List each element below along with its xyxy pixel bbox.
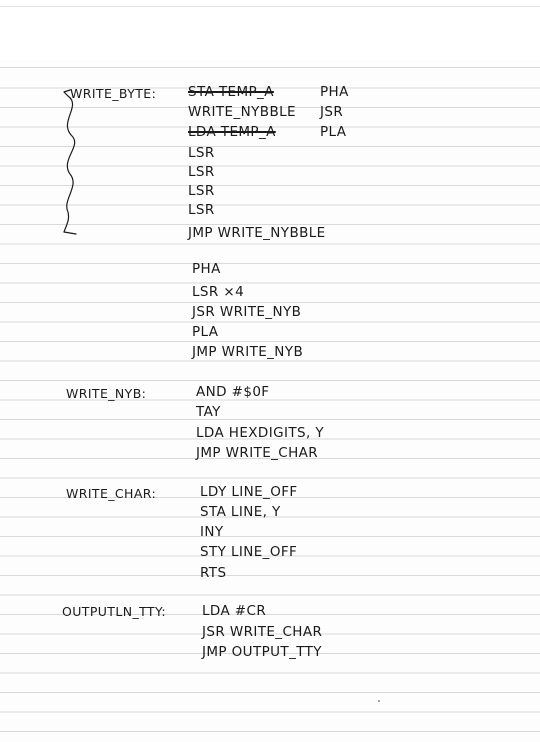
code-line: WRITE_NYBBLE bbox=[188, 104, 296, 120]
code-line: LDA HEXDIGITS, Y bbox=[196, 425, 324, 441]
label-write-char: WRITE_CHAR: bbox=[66, 486, 157, 501]
code-line: JMP WRITE_CHAR bbox=[196, 445, 319, 461]
code-line: JSR WRITE_CHAR bbox=[202, 624, 323, 640]
label-write-byte: WRITE_BYTE: bbox=[70, 86, 157, 101]
code-line-revised: JMP WRITE_NYB bbox=[192, 344, 304, 360]
margin-note: PHA bbox=[320, 84, 349, 100]
code-line: LSR bbox=[188, 145, 215, 161]
label-outputln-tty: OUTPUTLN_TTY: bbox=[62, 604, 166, 619]
margin-note: PLA bbox=[320, 124, 347, 140]
code-line: AND #$0F bbox=[196, 384, 270, 400]
code-line-revised: PLA bbox=[192, 324, 219, 340]
scribble-bracket-icon bbox=[56, 88, 96, 238]
code-line: STY LINE_OFF bbox=[200, 544, 298, 560]
code-line: LSR bbox=[188, 183, 215, 199]
margin-note: JSR bbox=[320, 104, 344, 120]
code-line: LSR bbox=[188, 202, 215, 218]
code-line-crossed: LDA TEMP_A bbox=[188, 124, 276, 140]
code-line: LDA #CR bbox=[202, 603, 267, 619]
code-line: TAY bbox=[196, 404, 221, 420]
page-top-margin bbox=[0, 0, 540, 60]
code-line: LDY LINE_OFF bbox=[200, 484, 298, 500]
code-line: JMP WRITE_NYBBLE bbox=[188, 225, 326, 241]
code-line: JMP OUTPUT_TTY bbox=[202, 644, 322, 660]
code-line: LSR bbox=[188, 164, 215, 180]
code-line-revised: LSR ×4 bbox=[192, 284, 245, 300]
code-line: STA LINE, Y bbox=[200, 504, 281, 520]
code-line-revised: PHA bbox=[192, 261, 221, 277]
code-line: RTS bbox=[200, 565, 227, 581]
label-write-nyb: WRITE_NYB: bbox=[66, 386, 147, 401]
ink-speck bbox=[378, 700, 380, 702]
code-line: INY bbox=[200, 524, 224, 540]
code-line-revised: JSR WRITE_NYB bbox=[192, 304, 302, 320]
page-top-rule bbox=[0, 6, 540, 7]
code-line-crossed: STA TEMP_A bbox=[188, 84, 274, 100]
